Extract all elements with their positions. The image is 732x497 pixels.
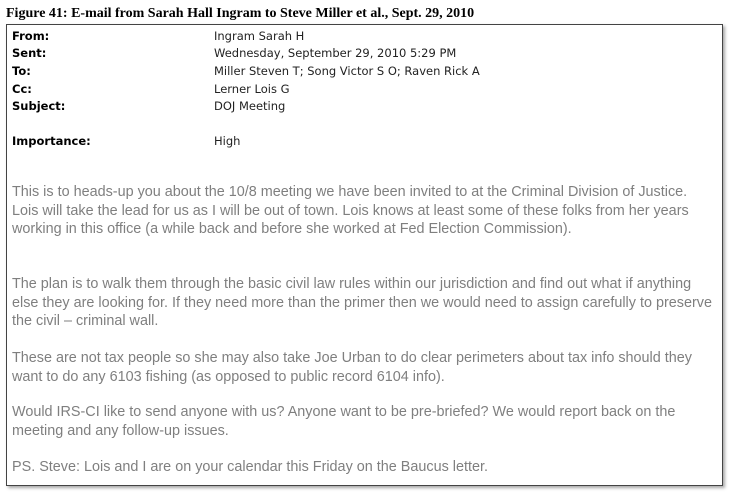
body-paragraph-2: The plan is to walk them through the basic civil law rules within our jurisdiction and find out what if anything else they are looking for. If they need more than the primer then we would need to assign carefully to preserve the civil – criminal wall. <box>12 276 712 329</box>
to-value: Miller Steven T; Song Victor S O; Raven Rick A <box>214 64 480 78</box>
subject-label: Subject: <box>12 99 66 113</box>
body-paragraph-4: Would IRS-CI like to send anyone with us? Anyone want to be pre-briefed? We would report back on the meeting and any follow-up issues. <box>12 404 676 439</box>
body-paragraph-3: These are not tax people so she may also take Joe Urban to do clear perimeters about tax info should they want to do any 6103 fishing (as opposed to public record 6104 info). <box>12 350 692 385</box>
importance-value: High <box>214 134 241 148</box>
sent-label: Sent: <box>12 46 47 60</box>
email-frame <box>6 24 723 486</box>
from-value: Ingram Sarah H <box>214 29 305 43</box>
importance-label: Importance: <box>12 134 91 148</box>
from-label: From: <box>12 29 50 43</box>
figure-caption: Figure 41: E-mail from Sarah Hall Ingram to Steve Miller et al., Sept. 29, 2010 <box>6 6 475 21</box>
cc-label: Cc: <box>12 82 32 96</box>
cc-value: Lerner Lois G <box>214 82 290 96</box>
subject-value: DOJ Meeting <box>214 99 286 113</box>
sent-value: Wednesday, September 29, 2010 5:29 PM <box>214 46 457 60</box>
body-paragraph-1: This is to heads-up you about the 10/8 meeting we have been invited to at the Criminal Division of Justice. Lois will take the lead for us as I will be out of town. Lois knows at least some of these folks from her years working in this office (a while back and before she worked at Fed Election Commission). <box>12 184 689 237</box>
to-label: To: <box>12 64 31 78</box>
body-paragraph-5: PS. Steve: Lois and I are on your calendar this Friday on the Baucus letter. <box>12 459 488 475</box>
